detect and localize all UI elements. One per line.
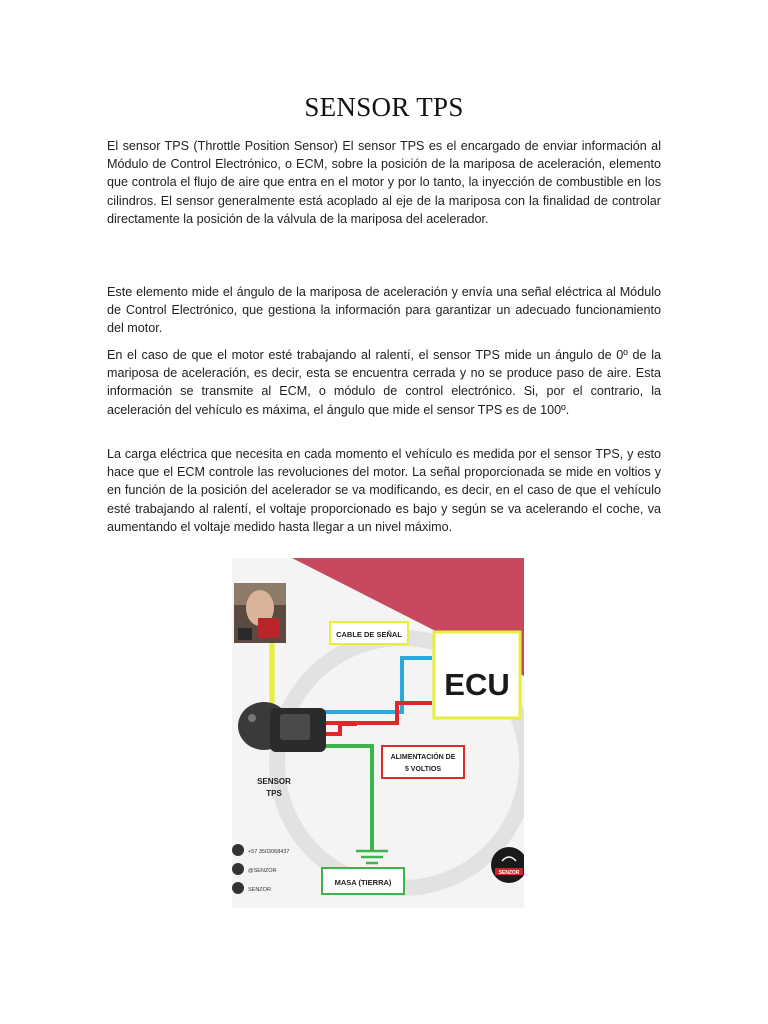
paragraph-angle: Este elemento mide el ángulo de la mariposa de aceleración y envía una señal eléctrica al Módulo de Control Electrónico, que gestiona la información para garantizar un adecuado funcionamiento del motor. [107,285,661,336]
tps-wiring-diagram [232,558,524,908]
ecu-label: ECU [444,667,510,702]
power-label-box [382,746,464,778]
contact-instagram: SENZOR [248,887,271,893]
power-label-line1: ALIMENTACIÓN DE [390,754,456,761]
signal-label: CABLE DE SEÑAL [336,630,402,639]
document-title: SENSOR TPS [304,92,464,122]
sensor-label-line1: SENSOR [257,777,291,786]
sensor-photo [234,583,286,643]
power-label-line2: 5 VOLTIOS [404,766,442,773]
contact-facebook: @SENZOR [248,868,277,874]
tps-sensor-body [238,702,326,752]
ground-label: MASA (TIERRA) [334,878,392,887]
whatsapp-icon [232,844,244,856]
tps-diagram-svg [232,558,524,908]
paragraph-idle: En el caso de que el motor esté trabajando al ralentí, el sensor TPS mide un ángulo de 0º de la mariposa de aceleración, es decir, esta se encuentra cerrada y no se produce paso de aire. Esta información se transmite al ECM, o módulo de control electrónico. Si, por el contrario, la aceleración del vehículo es máxima, el ángulo que mide el sensor TPS es de 100º. [107,348,661,417]
sensor-label-line2: TPS [266,789,282,798]
paragraph-voltage: La carga eléctrica que necesita en cada momento el vehículo es medida por el sensor TPS, y esto hace que el ECM controle las revoluciones del motor. La señal proporcionada se mide en voltios y en función de la posición del acelerador se va modificando, es decir, en el caso de que el vehículo esté trabajando al ralentí, el voltaje proporcionado es bajo y según se va acelerando el coche, va aumentando el voltaje medido hasta llegar a un nivel máximo. [107,447,661,534]
paragraph-intro: El sensor TPS (Throttle Position Sensor) El sensor TPS es el encargado de enviar información al Módulo de Control Electrónico, o ECM, sobre la posición de la mariposa de aceleración, elemento que controla el flujo de aire que entra en el motor y por lo tanto, la inyección de combustible en los cilindros. El sensor generalmente está acoplado al eje de la mariposa con la finalidad de controlar directamente la posición de la válvula de la mariposa del acelerador. [107,139,661,226]
logo-text: SENZOR [498,870,520,876]
facebook-icon [232,863,244,875]
contact-phone: +57 3503068437 [248,849,290,855]
instagram-icon [232,882,244,894]
